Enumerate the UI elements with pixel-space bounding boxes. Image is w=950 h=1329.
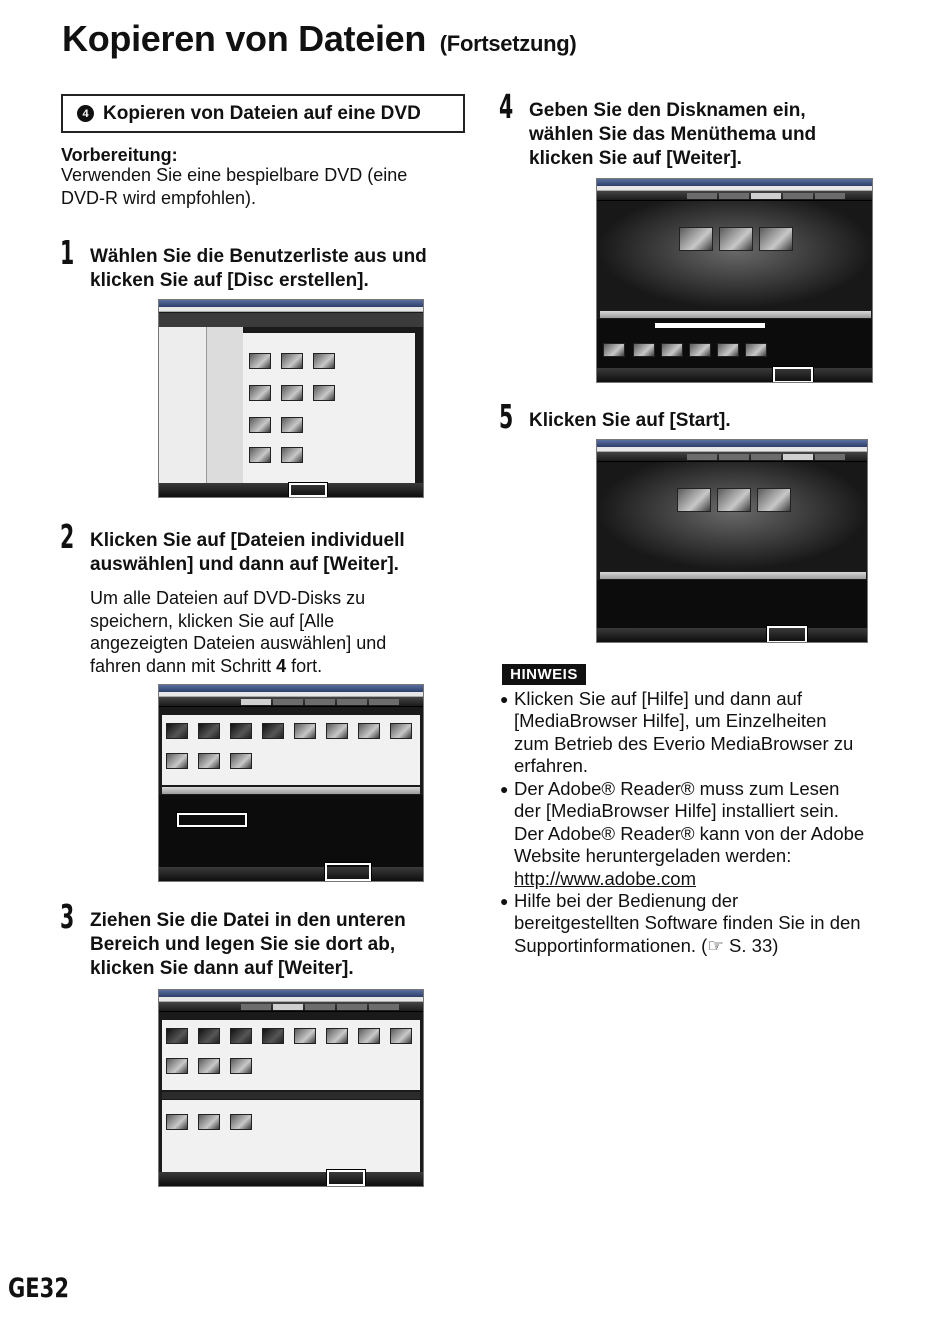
step-line: Klicken Sie auf [Dateien individuell [90,530,405,551]
preparation-heading: Vorbereitung: [61,145,178,165]
screenshot-step4 [596,178,873,383]
bullet-line: [MediaBrowser Hilfe], um Einzelheiten [514,710,827,732]
preparation-line: Verwenden Sie eine bespielbare DVD (eine [61,165,408,185]
step-line: klicken Sie auf [Weiter]. [529,148,742,169]
title-main: Kopieren von Dateien [62,18,427,59]
step-number: 4 [499,87,514,126]
page-title [62,18,576,60]
bullet-line: Hilfe bei der Bedienung der [514,890,739,911]
screenshot-step5 [596,439,868,643]
bullet-line: Website heruntergeladen werden: [514,845,792,867]
step-line: auswählen] und dann auf [Weiter]. [90,554,399,575]
bullet-line: Der Adobe® Reader® kann von der Adobe [514,822,865,844]
step-line: Ziehen Sie die Datei in den unteren [90,910,406,931]
bullet-line: bereitgestellten Software finden Sie in den [514,912,861,934]
screenshot-step3 [158,989,424,1187]
adobe-link[interactable]: http://www.adobe.com [514,867,697,889]
body-line: Um alle Dateien auf DVD-Disks zu [90,588,366,608]
section-number-badge: 4 [77,105,94,122]
step-number: 5 [499,397,514,436]
step-number: 3 [60,897,75,936]
hint-bullet [500,688,920,778]
preparation-line: DVD-R wird empfohlen). [61,187,257,208]
step-number: 1 [60,233,75,272]
step-line: Geben Sie den Disknamen ein, [529,100,806,121]
step-line: Wählen Sie die Benutzerliste aus und [90,246,427,267]
step-instruction [90,909,406,981]
hint-bullet [500,778,920,890]
screenshot-step1 [158,299,424,498]
body-line: speichern, klicken Sie auf [Alle [90,610,335,631]
bullet-dot-icon: ● [500,781,509,797]
step-line: klicken Sie dann auf [Weiter]. [90,958,354,979]
bullet-line: erfahren. [514,755,589,777]
bullet-line: der [MediaBrowser Hilfe] installiert sein. [514,800,839,822]
step-instruction [90,245,427,293]
step-line: klicken Sie auf [Disc erstellen]. [90,270,369,291]
bullet-dot-icon: ● [500,691,509,707]
body-line: fahren dann mit Schritt 4 fort. [90,655,323,676]
section-heading-box [61,94,465,133]
bullet-line: Klicken Sie auf [Hilfe] und dann auf [514,688,802,709]
title-sub: (Fortsetzung) [439,31,577,56]
hint-bullet [500,890,920,957]
step-instruction [529,409,731,433]
step-instruction [90,529,405,577]
screenshot-step2 [158,684,424,882]
step-instruction [529,99,816,171]
bullet-line: Der Adobe® Reader® muss zum Lesen [514,778,840,799]
preparation-text [61,164,407,209]
body-line: angezeigten Dateien auswählen] und [90,633,387,653]
hint-badge: HINWEIS [502,664,586,685]
step-number: 2 [60,517,75,556]
step-line: Bereich und legen Sie sie dort ab, [90,934,396,955]
section-heading-label: Kopieren von Dateien auf eine DVD [103,102,421,124]
bullet-dot-icon: ● [500,893,509,909]
bullet-line: Supportinformationen. (☞ S. 33) [514,934,779,956]
step-line: Klicken Sie auf [Start]. [529,410,731,431]
page-code: GE32 [8,1273,69,1304]
step2-body-text [90,587,386,677]
step-line: wählen Sie das Menüthema und [529,124,817,145]
bullet-line: zum Betrieb des Everio MediaBrowser zu [514,732,854,754]
